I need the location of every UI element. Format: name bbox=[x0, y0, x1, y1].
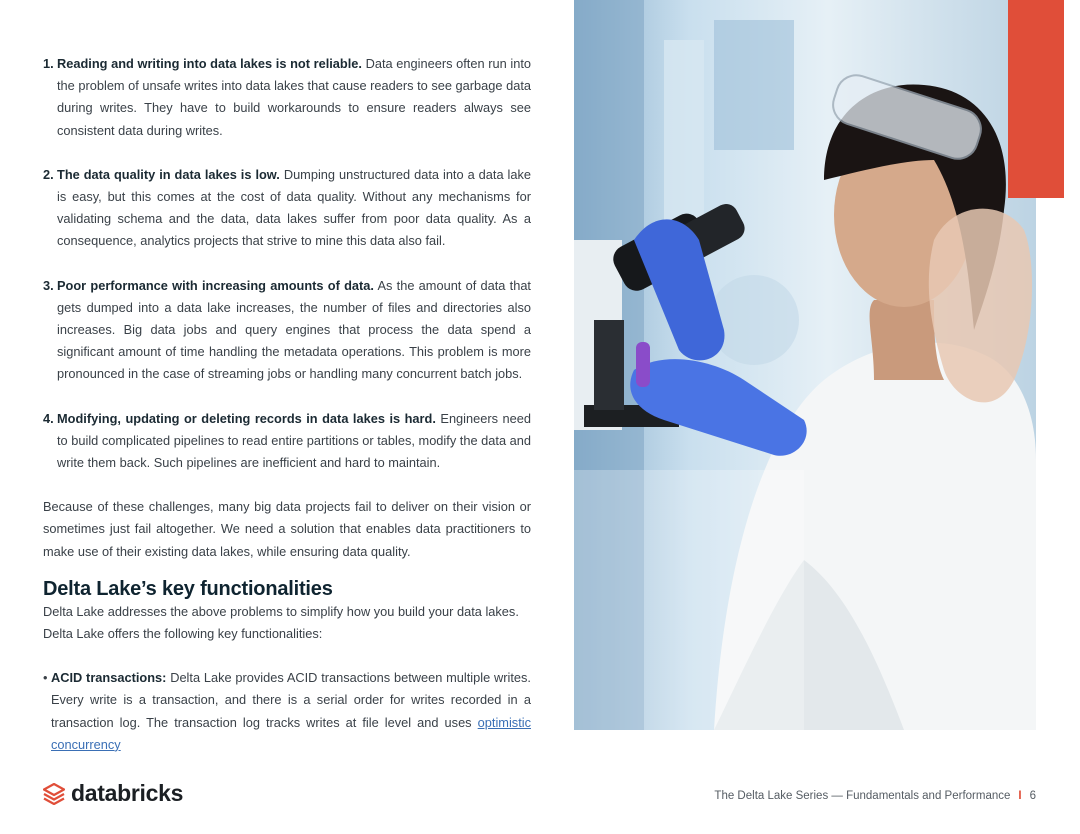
challenges-paragraph: Because of these challenges, many big data projects fail to deliver on their vision or sometimes just fail altogether. We need a solution that enables data practitioners to make use of their existing data lakes, while ensuring data quality. bbox=[43, 499, 531, 559]
item-number: 1. bbox=[43, 56, 54, 71]
item-number: 3. bbox=[43, 277, 54, 293]
series-title: The Delta Lake Series — Fundamentals and Performance bbox=[714, 790, 1011, 802]
microscope-arm bbox=[594, 320, 624, 410]
scientist-microscope-photo bbox=[574, 0, 1036, 730]
photo-illustration bbox=[574, 0, 1036, 730]
bg-panel bbox=[714, 20, 794, 150]
item-body: Engineers need to build complicated pipelines to read entire partitions or tables, modify the data and write them back. Such pipelines are inefficient and hard to maintain. bbox=[57, 410, 531, 471]
bg-blur bbox=[709, 275, 799, 365]
section-intro: Delta Lake addresses the above problems to simplify how you build your data lakes. Delta Lake offers the following key functionalities: bbox=[43, 603, 519, 642]
numbered-item-2 bbox=[43, 164, 531, 253]
item-title: Modifying, updating or deleting records in data lakes is hard. bbox=[57, 410, 436, 426]
bullet-acid-transactions bbox=[43, 667, 531, 756]
databricks-logo bbox=[43, 780, 183, 807]
numbered-item-1 bbox=[43, 53, 531, 142]
bullet-title: ACID transactions: bbox=[51, 670, 167, 686]
item-body: As the amount of data that gets dumped into a data lake increases, the number of files and directories also increases. Big data jobs and query engines that process the data spend a significant amount of time handling the metadata operations. This problem is more pronounced in the case of streaming jobs or handling many concurrent batch jobs. bbox=[57, 277, 531, 382]
main-text-column bbox=[43, 53, 531, 756]
item-title: Reading and writing into data lakes is not reliable. bbox=[57, 56, 362, 71]
accent-bar bbox=[1008, 0, 1064, 198]
optimistic-concurrency-link[interactable]: optimistic concurrency bbox=[51, 714, 531, 752]
section-heading: Delta Lake’s key functionalities bbox=[43, 577, 333, 600]
item-title: The data quality in data lakes is low. bbox=[57, 166, 280, 182]
sample-tube bbox=[636, 342, 650, 387]
glove-lower bbox=[630, 359, 806, 456]
bullet-body: Delta Lake provides ACID transactions between multiple writes. Every write is a transaction, and there is a serial order for writes recorded in a transaction log. The transaction log tracks writes at file level and uses bbox=[51, 670, 531, 730]
page-number: 6 bbox=[1029, 790, 1036, 802]
item-body: Dumping unstructured data into a data lake is easy, but this comes at the cost of data quality. Without any mechanisms for validating schema and the data, data lakes suffer from poor data quality. As a consequence, analytics projects that strive to mine this data also fail. bbox=[57, 166, 532, 249]
databricks-logo-icon bbox=[43, 783, 65, 805]
item-title: Poor performance with increasing amounts of data. bbox=[57, 277, 374, 293]
footer-meta bbox=[714, 790, 1036, 802]
logo-text: databricks bbox=[71, 780, 184, 806]
item-body: Data engineers often run into the problem of unsafe writes into data lakes that cause readers to see garbage data during writes. They have to build workarounds to ensure readers always see consistent data during writes. bbox=[57, 56, 531, 138]
bullet-dot: • bbox=[43, 670, 48, 686]
item-number: 4. bbox=[43, 410, 54, 426]
footer-separator: I bbox=[1018, 790, 1022, 802]
numbered-item-4 bbox=[43, 408, 531, 475]
item-number: 2. bbox=[43, 166, 54, 182]
numbered-item-3 bbox=[43, 275, 531, 386]
bg-blur-bottom bbox=[574, 470, 804, 730]
